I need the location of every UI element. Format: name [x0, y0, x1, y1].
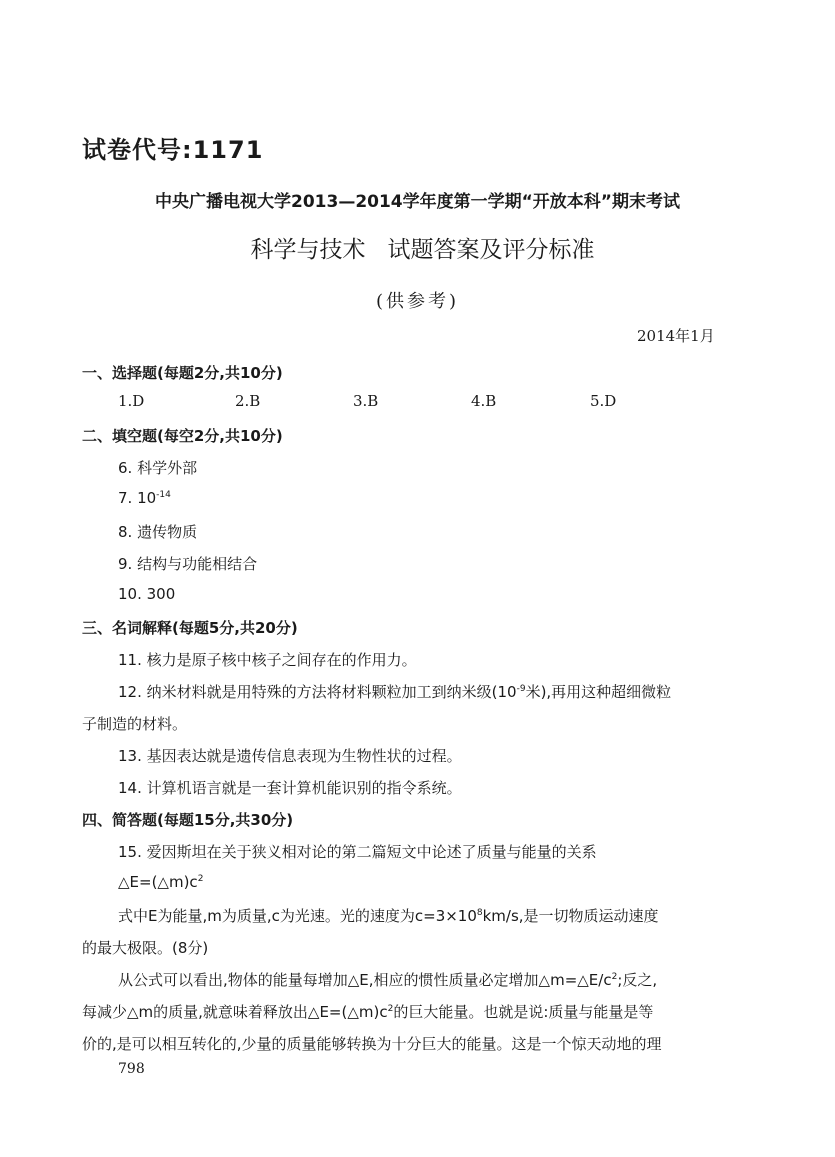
reference-note: (供参考) — [375, 291, 460, 312]
choice-answer-3: 3.B — [353, 392, 379, 410]
title-subtitle: 试题答案及评分标准 — [387, 237, 595, 263]
answer-paragraph-1-cont: 的最大极限。(8分) — [82, 939, 209, 957]
section-heading-terms: 三、名词解释(每题5分,共20分) — [82, 619, 298, 637]
exam-date: 2014年1月 — [637, 327, 715, 345]
term-answer-12: 12. 纳米材料就是用特殊的方法将材料颗粒加工到纳米级($10^{-9}$米),再用这种超细微粒 — [118, 683, 672, 701]
choice-answer-4: 4.B — [471, 392, 497, 410]
fill-answer-7: 7. $10^{-14}$ — [118, 489, 171, 507]
term-answer-12-cont: 子制造的材料。 — [82, 715, 188, 733]
exam-code: 试卷代号:1171 — [82, 136, 264, 164]
choice-answer-1: 1.D — [118, 392, 145, 410]
term-answer-13: 13. 基因表达就是遗传信息表现为生物性状的过程。 — [118, 747, 462, 765]
energy-formula: $\triangle E=(\triangle m)c^2$ — [118, 873, 204, 891]
answer-paragraph-2-end: 价的,是可以相互转化的,少量的质量能够转换为十分巨大的能量。这是一个惊天动地的理 — [82, 1035, 662, 1053]
section-heading-choice: 一、选择题(每题2分,共10分) — [82, 364, 283, 382]
answer-paragraph-2: 从公式可以看出,物体的能量每增加△E,相应的惯性质量必定增加$\triangle m=\triangle E/c^2$;反之, — [118, 971, 658, 989]
term-answer-14: 14. 计算机语言就是一套计算机能识别的指令系统。 — [118, 779, 462, 797]
choice-answer-5: 5.D — [590, 392, 617, 410]
page-title — [0, 231, 835, 264]
exam-header: 中央广播电视大学2013—2014学年度第一学期“开放本科”期末考试 — [155, 192, 680, 212]
course-name: 科学与技术 — [250, 237, 366, 263]
page-number: 798 — [118, 1061, 145, 1077]
fill-answer-8: 8. 遗传物质 — [118, 523, 198, 541]
answer-paragraph-1: 式中E为能量,m为质量,c为光速。光的速度为$c=3\times 10^8km/s$,是一切物质运动速度 — [118, 907, 659, 925]
short-answer-15: 15. 爱因斯坦在关于狭义相对论的第二篇短文中论述了质量与能量的关系 — [118, 843, 597, 861]
choice-answer-2: 2.B — [235, 392, 261, 410]
answer-paragraph-2-cont: 每减少△m的质量,就意味着释放出$\triangle E=(\triangle m)c^2$的巨大能量。也就是说:质量与能量是等 — [82, 1003, 654, 1021]
fill-answer-6: 6. 科学外部 — [118, 459, 198, 477]
term-answer-11: 11. 核力是原子核中核子之间存在的作用力。 — [118, 651, 417, 669]
fill-answer-9: 9. 结构与功能相结合 — [118, 555, 258, 573]
section-heading-fill: 二、填空题(每空2分,共10分) — [82, 427, 283, 445]
section-heading-short: 四、简答题(每题15分,共30分) — [82, 811, 294, 829]
fill-answer-10: 10. 300 — [118, 585, 176, 603]
